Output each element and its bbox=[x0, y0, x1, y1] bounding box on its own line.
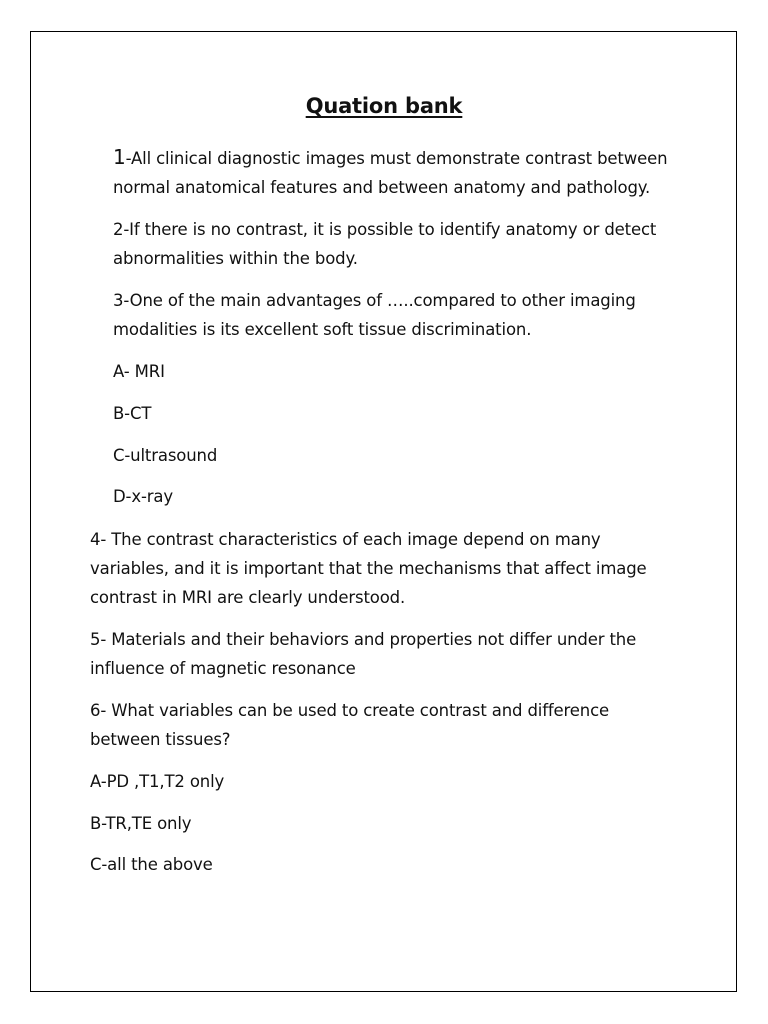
question-4-line-2: variables, and it is important that the mechanisms that affect image bbox=[90, 559, 647, 578]
question-3-option-c: C-ultrasound bbox=[113, 446, 218, 465]
question-6-line-2: between tissues? bbox=[90, 730, 231, 749]
question-4-line-1: 4- The contrast characteristics of each image depend on many bbox=[90, 530, 601, 549]
question-5-line-2: influence of magnetic resonance bbox=[90, 659, 356, 678]
question-1-line-2: normal anatomical features and between anatomy and pathology. bbox=[113, 178, 651, 197]
question-3-option-d: D-x-ray bbox=[113, 487, 173, 506]
document-title: Quation bank bbox=[305, 94, 463, 118]
question-6-option-a: A-PD ,T1,T2 only bbox=[90, 772, 225, 791]
question-6-option-b: B-TR,TE only bbox=[90, 814, 192, 833]
question-1-number: 1 bbox=[113, 145, 126, 169]
question-5-line-1: 5- Materials and their behaviors and properties not differ under the bbox=[90, 630, 637, 649]
question-1-line-1 bbox=[113, 146, 667, 170]
question-4-line-3: contrast in MRI are clearly understood. bbox=[90, 588, 406, 607]
question-6-option-c: C-all the above bbox=[90, 855, 213, 874]
question-1-text: -All clinical diagnostic images must demonstrate contrast between bbox=[125, 149, 668, 168]
question-3-option-a: A- MRI bbox=[113, 362, 165, 381]
question-3-line-2: modalities is its excellent soft tissue discrimination. bbox=[113, 320, 532, 339]
question-6-line-1: 6- What variables can be used to create contrast and difference bbox=[90, 701, 610, 720]
question-2-line-1: 2-If there is no contrast, it is possible to identify anatomy or detect bbox=[113, 220, 657, 239]
question-3-option-b: B-CT bbox=[113, 404, 152, 423]
question-3-line-1: 3-One of the main advantages of …..compared to other imaging bbox=[113, 291, 636, 310]
page-border bbox=[30, 31, 737, 992]
question-2-line-2: abnormalities within the body. bbox=[113, 249, 358, 268]
